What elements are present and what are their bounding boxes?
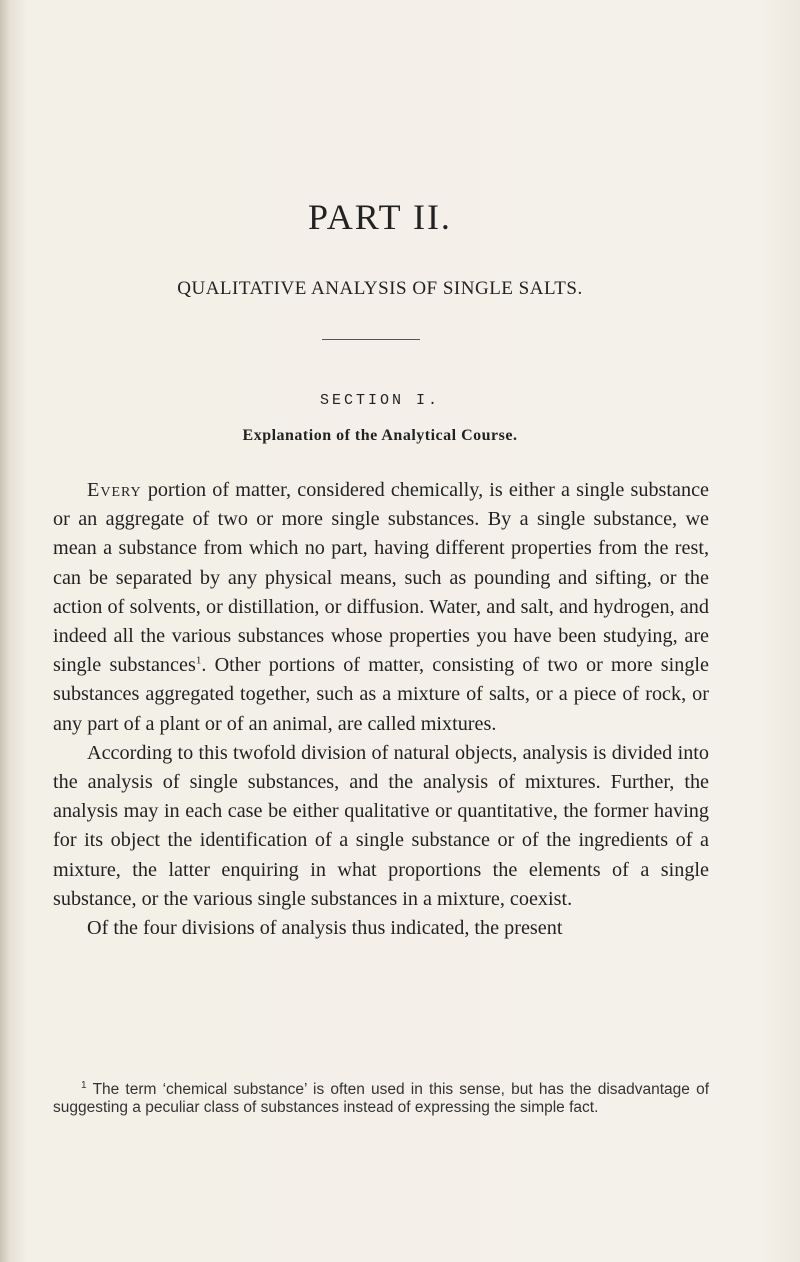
section-heading: Explanation of the Analytical Course. <box>242 427 518 444</box>
paragraph-3: Of the four divisions of analysis thus indicated, the present <box>87 917 563 940</box>
paragraph-1 <box>53 476 709 739</box>
divider-rule <box>322 339 420 340</box>
footnote <box>53 1081 709 1117</box>
lead-word: Every <box>87 479 142 501</box>
footnote-paragraph <box>53 1081 709 1117</box>
chapter-subtitle: QUALITATIVE ANALYSIS OF SINGLE SALTS. <box>177 278 583 299</box>
section-label: SECTION I. <box>319 392 440 409</box>
paragraph-2: According to this twofold division of natural objects, analysis is divided into the analysis of single substances, and the analysis of mixtures. Further, the analysis may in each case be either qualitative or quantitative, the former having for its object the identification of a single substance or of the ingredients of a mixture, the latter enquiring in what proportions the elements of a single substance, or the various single substances in a mixture, coexist. <box>53 741 709 910</box>
footnote-mark: 1 <box>81 1079 87 1091</box>
footnote-reference: 1 <box>195 654 202 667</box>
footnote-text: The term ‘chemical substance’ is often used in this sense, but has the disadvantage of suggesting a peculiar class of substances instead of expressing the simple fact. <box>53 1081 709 1116</box>
body-text <box>53 476 709 943</box>
paragraph-1-text-b: . Other portions of matter, consisting of two or more single substances aggregated together, such as a mixture of salts, or a piece of rock, or any part of a plant or of an animal, are called mixtures. <box>53 654 710 735</box>
part-title: PART II. <box>308 197 452 237</box>
paragraph-1-text-a: portion of matter, considered chemically, is either a single substance or an aggregate of two or more single substances. By a single substance, we mean a substance from which no part, having different properties from the rest, can be separated by any physical means, such as pounding and sifting, or the action of solvents, or distillation, or diffusion. Water, and salt, and hydrogen, and indeed all the various substances whose properties you have been studying, are single substances <box>53 479 709 677</box>
